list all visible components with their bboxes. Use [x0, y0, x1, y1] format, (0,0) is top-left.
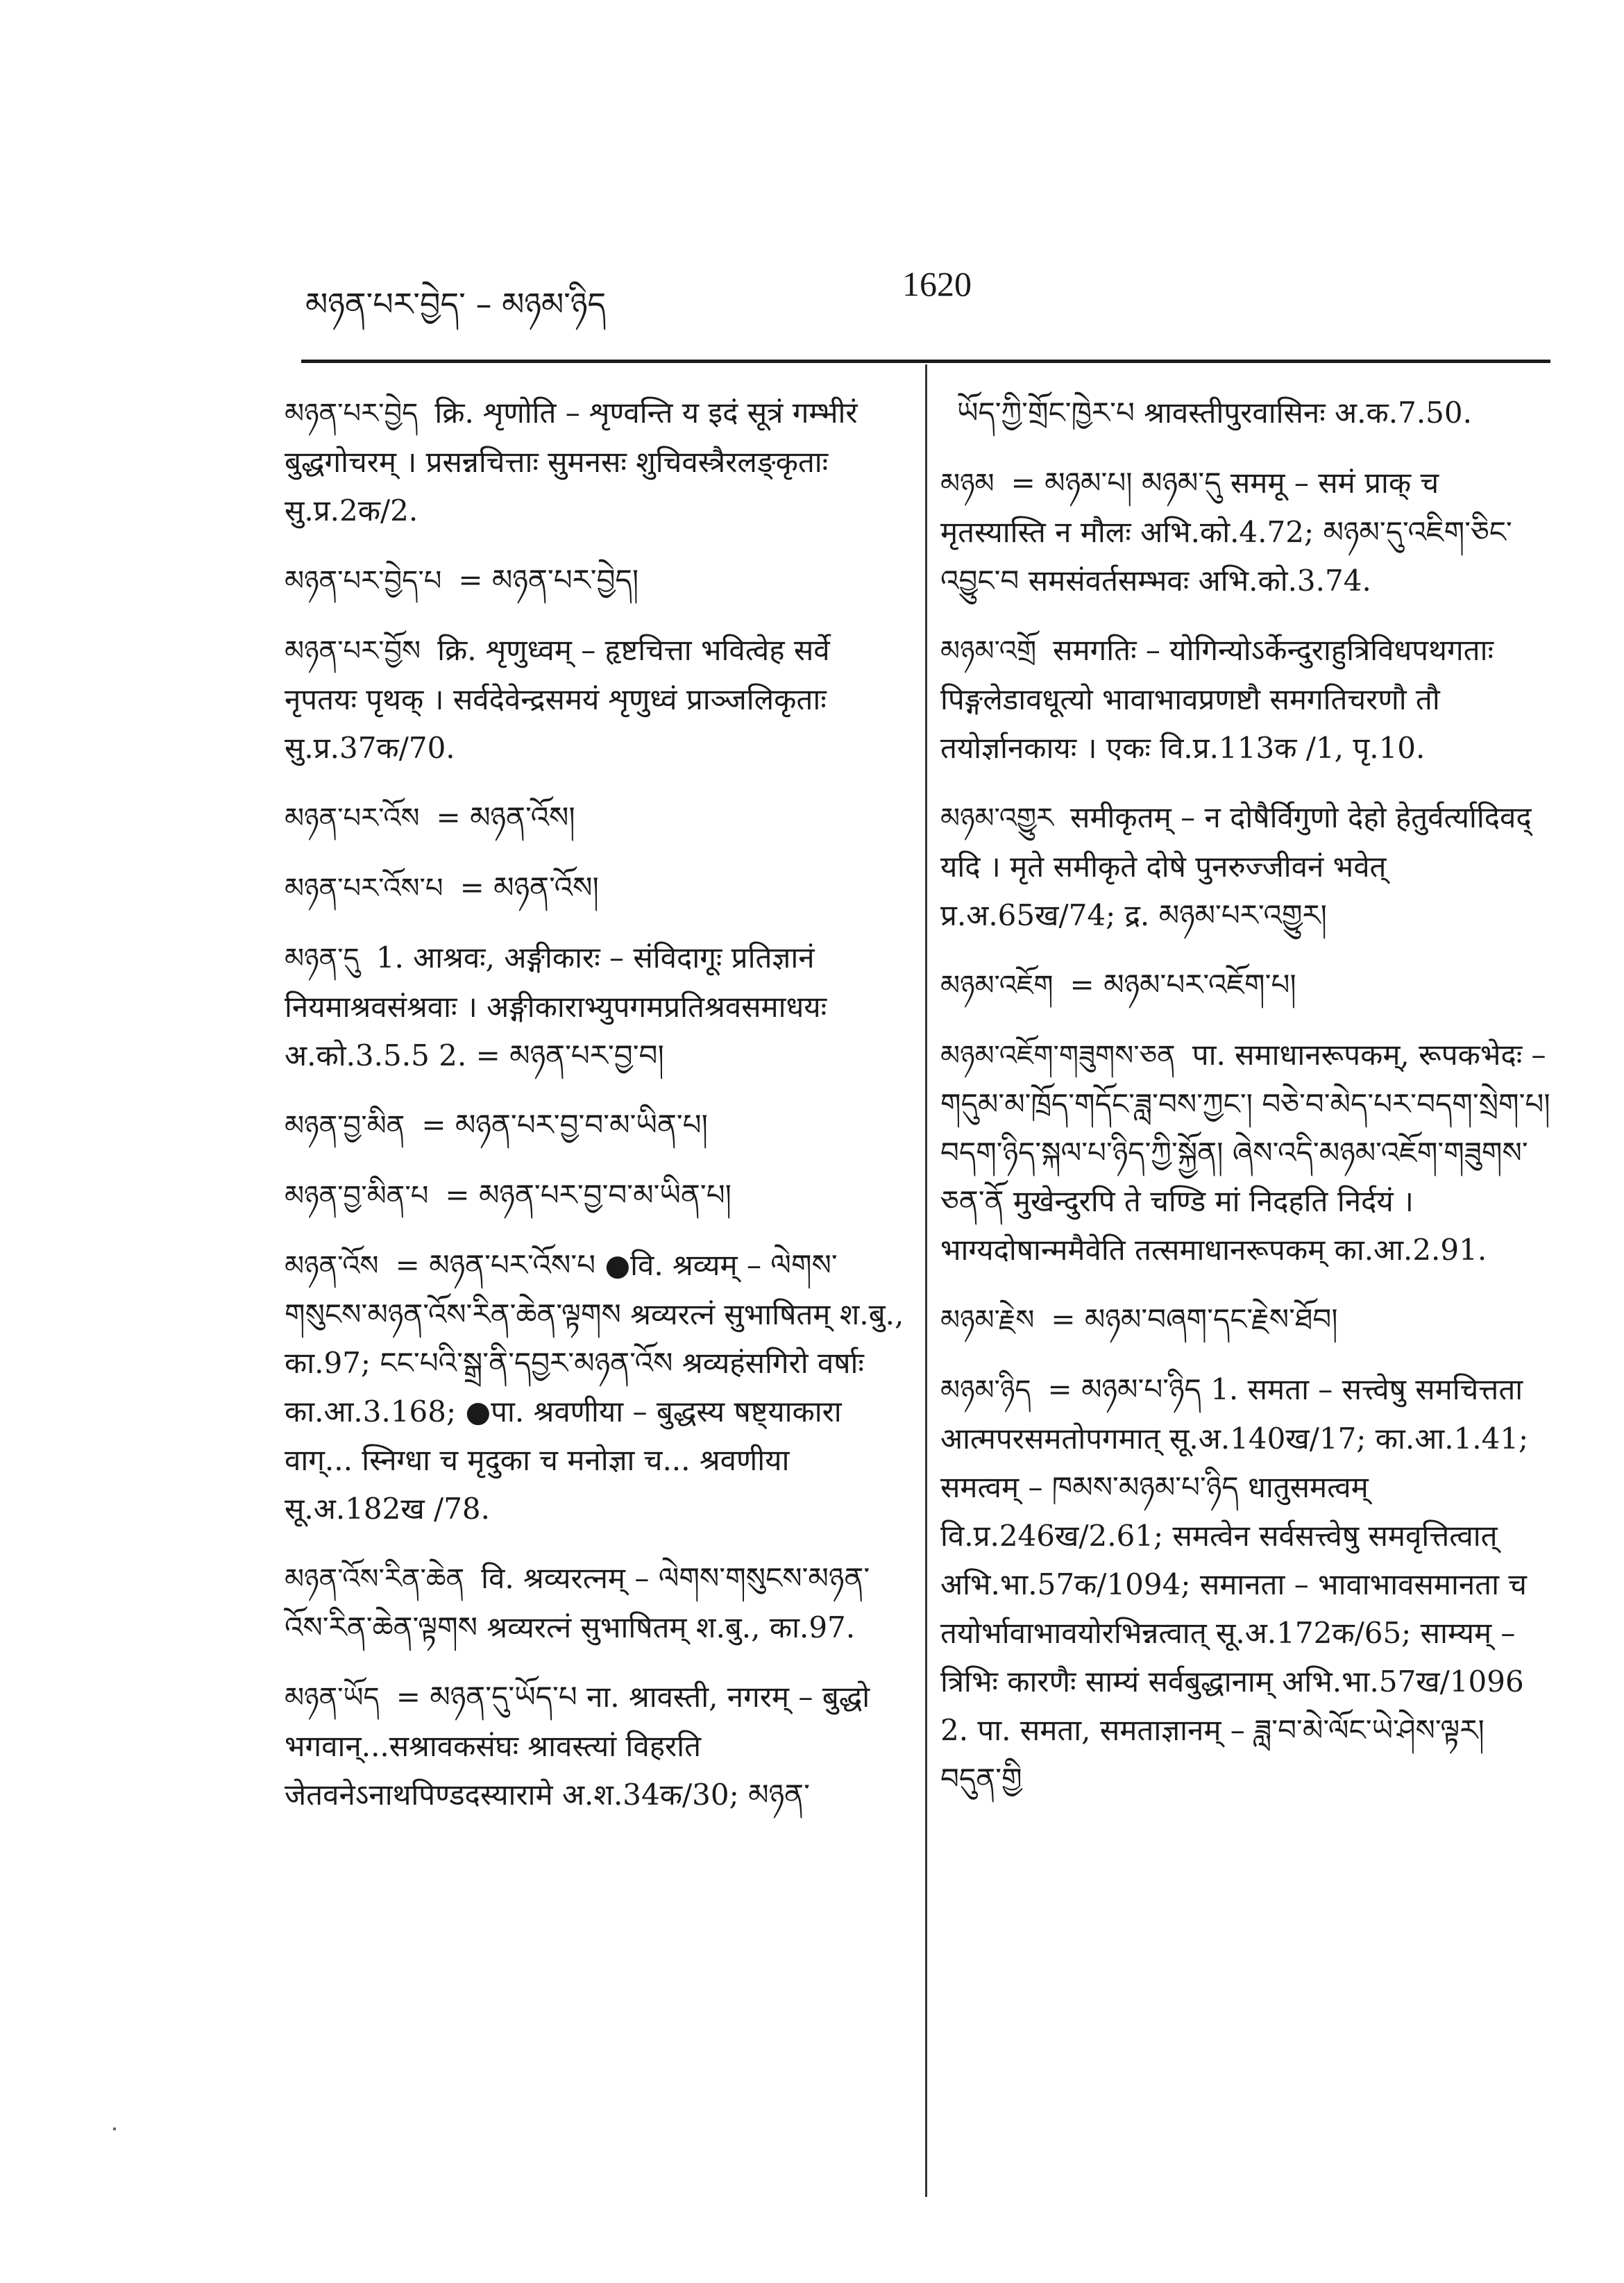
- entry-definition: समगतिः – योगिन्योऽर्केन्दुराहुत्रिविधपथगताः पिङ्गलेडावधूत्यो भावाभावप्रणष्टौ समगतिचरणौ तौ तयोर्ज्ञानकायः । एकः वि.प्र.113क /1, पृ.10.: [940, 633, 1494, 765]
- entry-headword: མཉམ: [940, 468, 995, 500]
- entry-definition: वि. श्रव्यरत्नम् – ལེགས་གསུངས་མཉན་འོས་རིན་ཆེན་ལྟགས श्रव्यरत्नं सुभाषितम् श.बु., का.97.: [285, 1561, 870, 1644]
- dictionary-entry: [285, 389, 909, 535]
- dictionary-entry: [940, 389, 1551, 438]
- dictionary-entry: [285, 556, 909, 605]
- entry-headword: མཉམ་འགྲོ: [940, 635, 1037, 667]
- entry-headword: མཉམ་འཇོག་གཟུགས་ཅན: [940, 1040, 1176, 1072]
- entry-definition: = མཉན་པར་འོས་པ ●वि. श्रव्यम् – ལེགས་གསུངས་མཉན་འོས་རིན་ཆེན་ལྟགས श्रव्यरत्नं सुभाषितम् श.बु., का.97; ངང་པའི་སྒྲ་ནི་དབྱར་མཉན་འོས श्रव्यहंसगिरो वर्षाः का.आ.3.168; ●पा. श्रवणीया – बुद्धस्य षष्ट्याकारा वाग्... स्निग्धा च मृदुका च मनोज्ञा च... श्रवणीया सू.अ.182ख /78.: [285, 1248, 904, 1526]
- entry-headword: མཉན་བྱ་མིན་པ: [285, 1180, 429, 1212]
- entry-headword: མཉན་འོས: [285, 1250, 379, 1282]
- dictionary-entry: [940, 626, 1551, 773]
- dictionary-entry: [940, 1295, 1551, 1345]
- dictionary-entry: [940, 1031, 1551, 1274]
- dictionary-entry: [940, 1365, 1551, 1803]
- entry-definition: = མཉམ་པར་འཇོག་པ།: [1069, 968, 1296, 1002]
- entry-definition: = མཉན་པར་བྱ་བ་མ་ཡིན་པ།: [421, 1108, 708, 1142]
- dictionary-entry: [940, 459, 1551, 605]
- entry-definition: = མཉན་པར་བྱ་བ་མ་ཡིན་པ།: [445, 1178, 731, 1212]
- entry-definition: = མཉམ་པ། མཉམ་དུ सममू – समं प्राक् च मृतस्यास्ति न मौलः अभि.को.4.72; མཉམ་དུ་འཇིག་ཅིང་འབྱུང་བ समसंवर्तसम्भवः अभि.को.3.74.: [940, 466, 1512, 598]
- entry-headword: མཉམ་འཇོག: [940, 970, 1054, 1002]
- entry-definition: = མཉན་དུ་ཡོད་པ ना. श्रावस्ती, नगरम् – बुद्धो भगवान्...सश्रावकसंघः श्रावस्त्यां विहरति जेतवनेऽनाथपिण्डदस्यारामे अ.श.34क/30; མཉན་: [285, 1680, 870, 1812]
- entry-headword: མཉམ་ཉིད: [940, 1374, 1031, 1406]
- dictionary-entry: [285, 1101, 909, 1150]
- entry-headword: མཉན་ཡོད: [285, 1682, 380, 1714]
- entry-headword: མཉམ་རྗེས: [940, 1304, 1035, 1336]
- column-divider: [925, 364, 927, 2197]
- entry-headword: མཉན་པར་འོས་པ: [285, 873, 443, 904]
- dictionary-entry: [940, 793, 1551, 940]
- scan-speck: [113, 2128, 116, 2130]
- running-header: མཉན་པར་བྱེད་ – མཉམ་ཉིད: [305, 285, 607, 323]
- dictionary-entry: [285, 1241, 909, 1533]
- dictionary-entry: [285, 1171, 909, 1220]
- header-rule: [301, 360, 1550, 363]
- entry-headword: [940, 398, 953, 430]
- entry-headword: མཉན་བྱ་མིན: [285, 1110, 405, 1142]
- entry-headword: མཉན་པར་བྱོས: [285, 635, 421, 667]
- entry-headword: མཉན་པར་འོས: [285, 802, 420, 834]
- entry-definition: समीकृतम् – न दोषैर्विगुणो देहो हेतुर्वर्त्यादिवद् यदि । मृते समीकृते दोषे पुनरुज्जीवनं भवेत् प्र.अ.65ख/74; द्र. མཉམ་པར་འགྱུར།: [940, 800, 1532, 932]
- entry-headword: མཉན་འོས་རིན་ཆེན: [285, 1563, 465, 1595]
- entry-definition: = མཉན་པར་བྱེད།: [458, 563, 639, 597]
- left-column: [285, 389, 909, 1840]
- dictionary-entry: [940, 961, 1551, 1010]
- dictionary-entry: [285, 1554, 909, 1652]
- dictionary-entry: [285, 934, 909, 1080]
- dictionary-entry: [285, 626, 909, 773]
- entry-definition: पा. समाधानरूपकम्, रूपकभेदः – གདུམ་མ་ཁྲོད་གདོང་ཟླ་བས་ཀྱང་། བཅེ་བ་མེད་པར་བདག་སྲེག་པ། བདག་ཉིད་སྐལ་པ་ཉིད་ཀྱི་སྐྱོན། ཞེས་འདི་མཉམ་འཇོག་གཟུགས་ཅན་ནོ मुखेन्दुरपि ते चण्डि मां निदहति निर्दयं । भाग्यदोषान्ममैवेति तत्समाधानरूपकम् का.आ.2.91.: [940, 1038, 1550, 1267]
- right-column: [940, 389, 1551, 1824]
- entry-definition: = མཉན་འོས།: [436, 800, 575, 834]
- dictionary-entry: [285, 864, 909, 913]
- entry-definition: क्रि. शृणोति – शृण्वन्ति य इदं सूत्रं गम्भीरं बुद्धगोचरम् । प्रसन्नचित्ताः सुमनसः शुचिवस्त्रैरलङ्कृताः सु.प्र.2क/2.: [285, 396, 858, 528]
- entry-definition: ཡོད་ཀྱི་གྲོང་ཁྱེར་པ श्रावस्तीपुरवासिनः अ.क.7.50.: [957, 396, 1472, 430]
- entry-definition: = མཉམ་པ་ཉིད 1. समता – सत्त्वेषु समचित्तता आत्मपरसमतोपगमात् सू.अ.140ख/17; का.आ.1.41; समत्वम् – ཁམས་མཉམ་པ་ཉིད धातुसमत्वम् वि.प्र.246ख/2.61; समत्वेन सर्वसत्त्वेषु समवृत्तित्वात् अभि.भा.57क/1094; समानता – भावाभावसमानता च तयोर्भावाभावयोरभिन्नत्वात् सू.अ.172क/65; साम्यम् – त्रिभिः कारणैः साम्यं सर्वबुद्धानाम् अभि.भा.57ख/1096 2. पा. समता, समताज्ञानम् – ཟླ་བ་མེ་ལོང་ཡེ་ཤེས་ལྟར། བདུན་གྱི: [940, 1372, 1529, 1796]
- page-number: 1620: [902, 264, 972, 303]
- entry-headword: མཉམ་འགྱུར: [940, 802, 1054, 834]
- entry-definition: = མཉམ་བཞག་དང་རྗེས་ཐོབ།: [1051, 1302, 1338, 1336]
- dictionary-entry: [285, 1673, 909, 1819]
- dictionary-entry: [285, 793, 909, 843]
- entry-definition: 1. आश्रवः, अङ्गीकारः – संविदागूः प्रतिज्ञानं नियमाश्रवसंश्रवाः । अङ्गीकाराभ्युपगमप्रतिश्रवसमाधयः अ.को.3.5.5 2. = མཉན་པར་བྱ་བ།: [285, 941, 827, 1072]
- entry-headword: མཉན་དུ: [285, 943, 360, 975]
- entry-headword: མཉན་པར་བྱེད་པ: [285, 565, 442, 597]
- entry-headword: མཉན་པར་བྱེད: [285, 398, 418, 430]
- entry-definition: = མཉན་འོས།: [459, 870, 599, 904]
- entry-definition: क्रि. शृणुध्वम् – हृष्टचित्ता भवित्वेह सर्वे नृपतयः पृथक् । सर्वदेवेन्द्रसमयं शृणुध्वं प्राञ्जलिकृताः सु.प्र.37क/70.: [285, 633, 830, 765]
